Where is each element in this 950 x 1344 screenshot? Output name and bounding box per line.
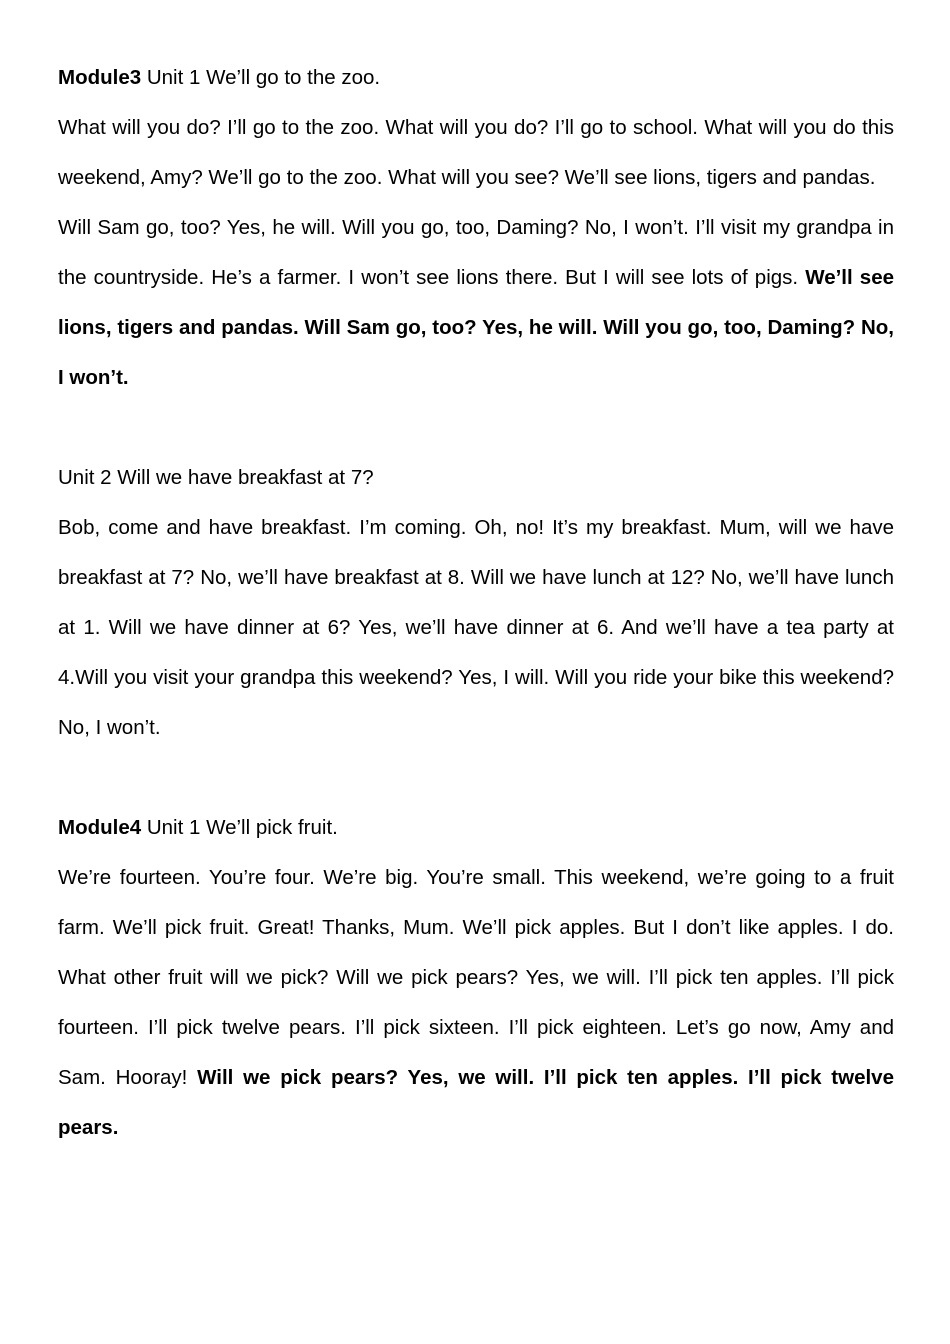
section-spacer xyxy=(58,753,894,803)
module4-unit1-title: Unit 1 We’ll pick fruit. xyxy=(141,816,338,839)
module3-label: Module3 xyxy=(58,66,142,89)
module3-unit1-title: Unit 1 We’ll go to the zoo. xyxy=(141,66,381,89)
module4-unit1-paragraph xyxy=(58,853,894,1153)
paragraph-text: Will Sam go, too? Yes, he will. Will you go, too, Daming? No, I won’t. I’ll visit my grandpa in the countryside. He’s a farmer. I won’t see lions there. But I will see lots of pigs. xyxy=(58,216,894,289)
module3-unit2-title: Unit 2 Will we have breakfast at 7? xyxy=(58,466,374,489)
paragraph-bold-text: We’ll see lions, tigers and pandas. Will Sam go, too? Yes, he will. Will you go, too, Daming? No, I won’t. xyxy=(58,266,894,389)
paragraph-text: We’re fourteen. You’re four. We’re big. You’re small. This weekend, we’re going to a fruit farm. We’ll pick fruit. Great! Thanks, Mum. We’ll pick apples. But I don’t like apples. I do. What other fruit will we pick? Will we pick pears? Yes, we will. I’ll pick ten apples. I’ll pick fourteen. I’ll pick twelve pears. I’ll pick sixteen. I’ll pick eighteen. Let’s go now, Amy and Sam. Hooray! xyxy=(58,866,894,1089)
paragraph-bold-text: Will we pick pears? Yes, we will. I’ll pick ten apples. I’ll pick twelve pears. xyxy=(58,1066,894,1139)
module3-heading xyxy=(58,53,894,103)
module3-unit2-paragraph: Bob, come and have breakfast. I’m coming. Oh, no! It’s my breakfast. Mum, will we have breakfast at 7? No, we’ll have breakfast at 8. Will we have lunch at 12? No, we’ll have lunch at 1. Will we have dinner at 6? Yes, we’ll have dinner at 6. And we’ll have a tea party at 4.Will you visit your grandpa this weekend? Yes, I will. Will you ride your bike this weekend? No, I won’t. xyxy=(58,516,894,739)
section-spacer xyxy=(58,403,894,453)
module4-label: Module4 xyxy=(58,816,142,839)
document-page xyxy=(58,53,894,1153)
module3-unit1-paragraph-1: What will you do? I’ll go to the zoo. What will you do? I’ll go to school. What will you do this weekend, Amy? We’ll go to the zoo. What will you see? We’ll see lions, tigers and pandas. xyxy=(58,116,894,189)
module4-heading xyxy=(58,803,894,853)
module3-unit1-paragraph-2 xyxy=(58,203,894,403)
